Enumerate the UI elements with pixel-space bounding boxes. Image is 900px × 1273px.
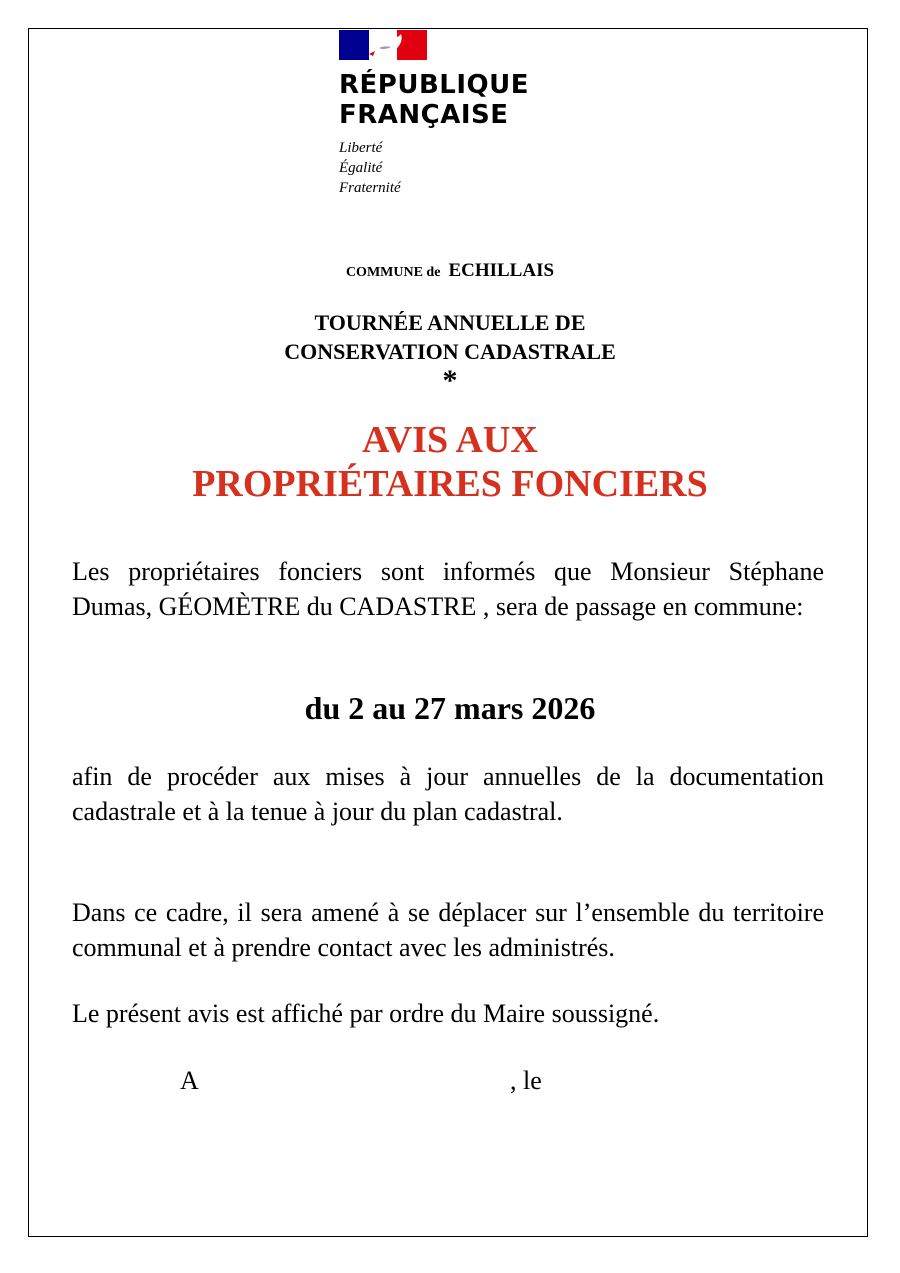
- document-frame: [28, 28, 868, 1237]
- republique-francaise-logo: [339, 30, 559, 198]
- intro-paragraph: Les propriétaires fonciers sont informés que Monsieur Stéphane Dumas, GÉOMÈTRE du CADASTRE , sera de passage en commune:: [72, 557, 824, 621]
- signature-place: A: [180, 1066, 199, 1095]
- republique-francaise-title: [339, 70, 559, 130]
- republic-line2: FRANÇAISE: [339, 100, 509, 130]
- republic-line1: RÉPUBLIQUE: [339, 70, 529, 100]
- motto-egalite: Égalité: [339, 160, 383, 176]
- context-paragraph: Dans ce cadre, il sera amené à se déplacer sur l’ensemble du territoire communal et à prendre contact avec les administrés.: [72, 898, 824, 962]
- asterisk-separator: *: [442, 364, 458, 397]
- notice-heading: [0, 418, 900, 506]
- purpose-paragraph: afin de procéder aux mises à jour annuelles de la documentation cadastrale et à la tenue à jour du plan cadastral.: [72, 762, 824, 826]
- marianne-flag-icon: [339, 30, 427, 60]
- visit-dates: du 2 au 27 mars 2026: [304, 690, 596, 726]
- signature-date: , le: [510, 1066, 542, 1095]
- motto-fraternite: Fraternité: [339, 180, 401, 196]
- tournee-title-line1: TOURNÉE ANNUELLE DE: [314, 310, 586, 335]
- mayor-paragraph: Le présent avis est affiché par ordre du Maire soussigné.: [72, 999, 660, 1028]
- commune-heading: [0, 260, 900, 282]
- motto: [339, 138, 559, 198]
- tournee-title: [0, 308, 900, 366]
- notice-heading-line2: PROPRIÉTAIRES FONCIERS: [192, 463, 708, 505]
- motto-liberte: Liberté: [339, 140, 383, 156]
- commune-prefix: COMMUNE de: [345, 265, 441, 280]
- tournee-title-line2: CONSERVATION CADASTRALE: [284, 339, 616, 364]
- notice-heading-line1: AVIS AUX: [362, 419, 538, 461]
- commune-name: ECHILLAIS: [448, 260, 555, 281]
